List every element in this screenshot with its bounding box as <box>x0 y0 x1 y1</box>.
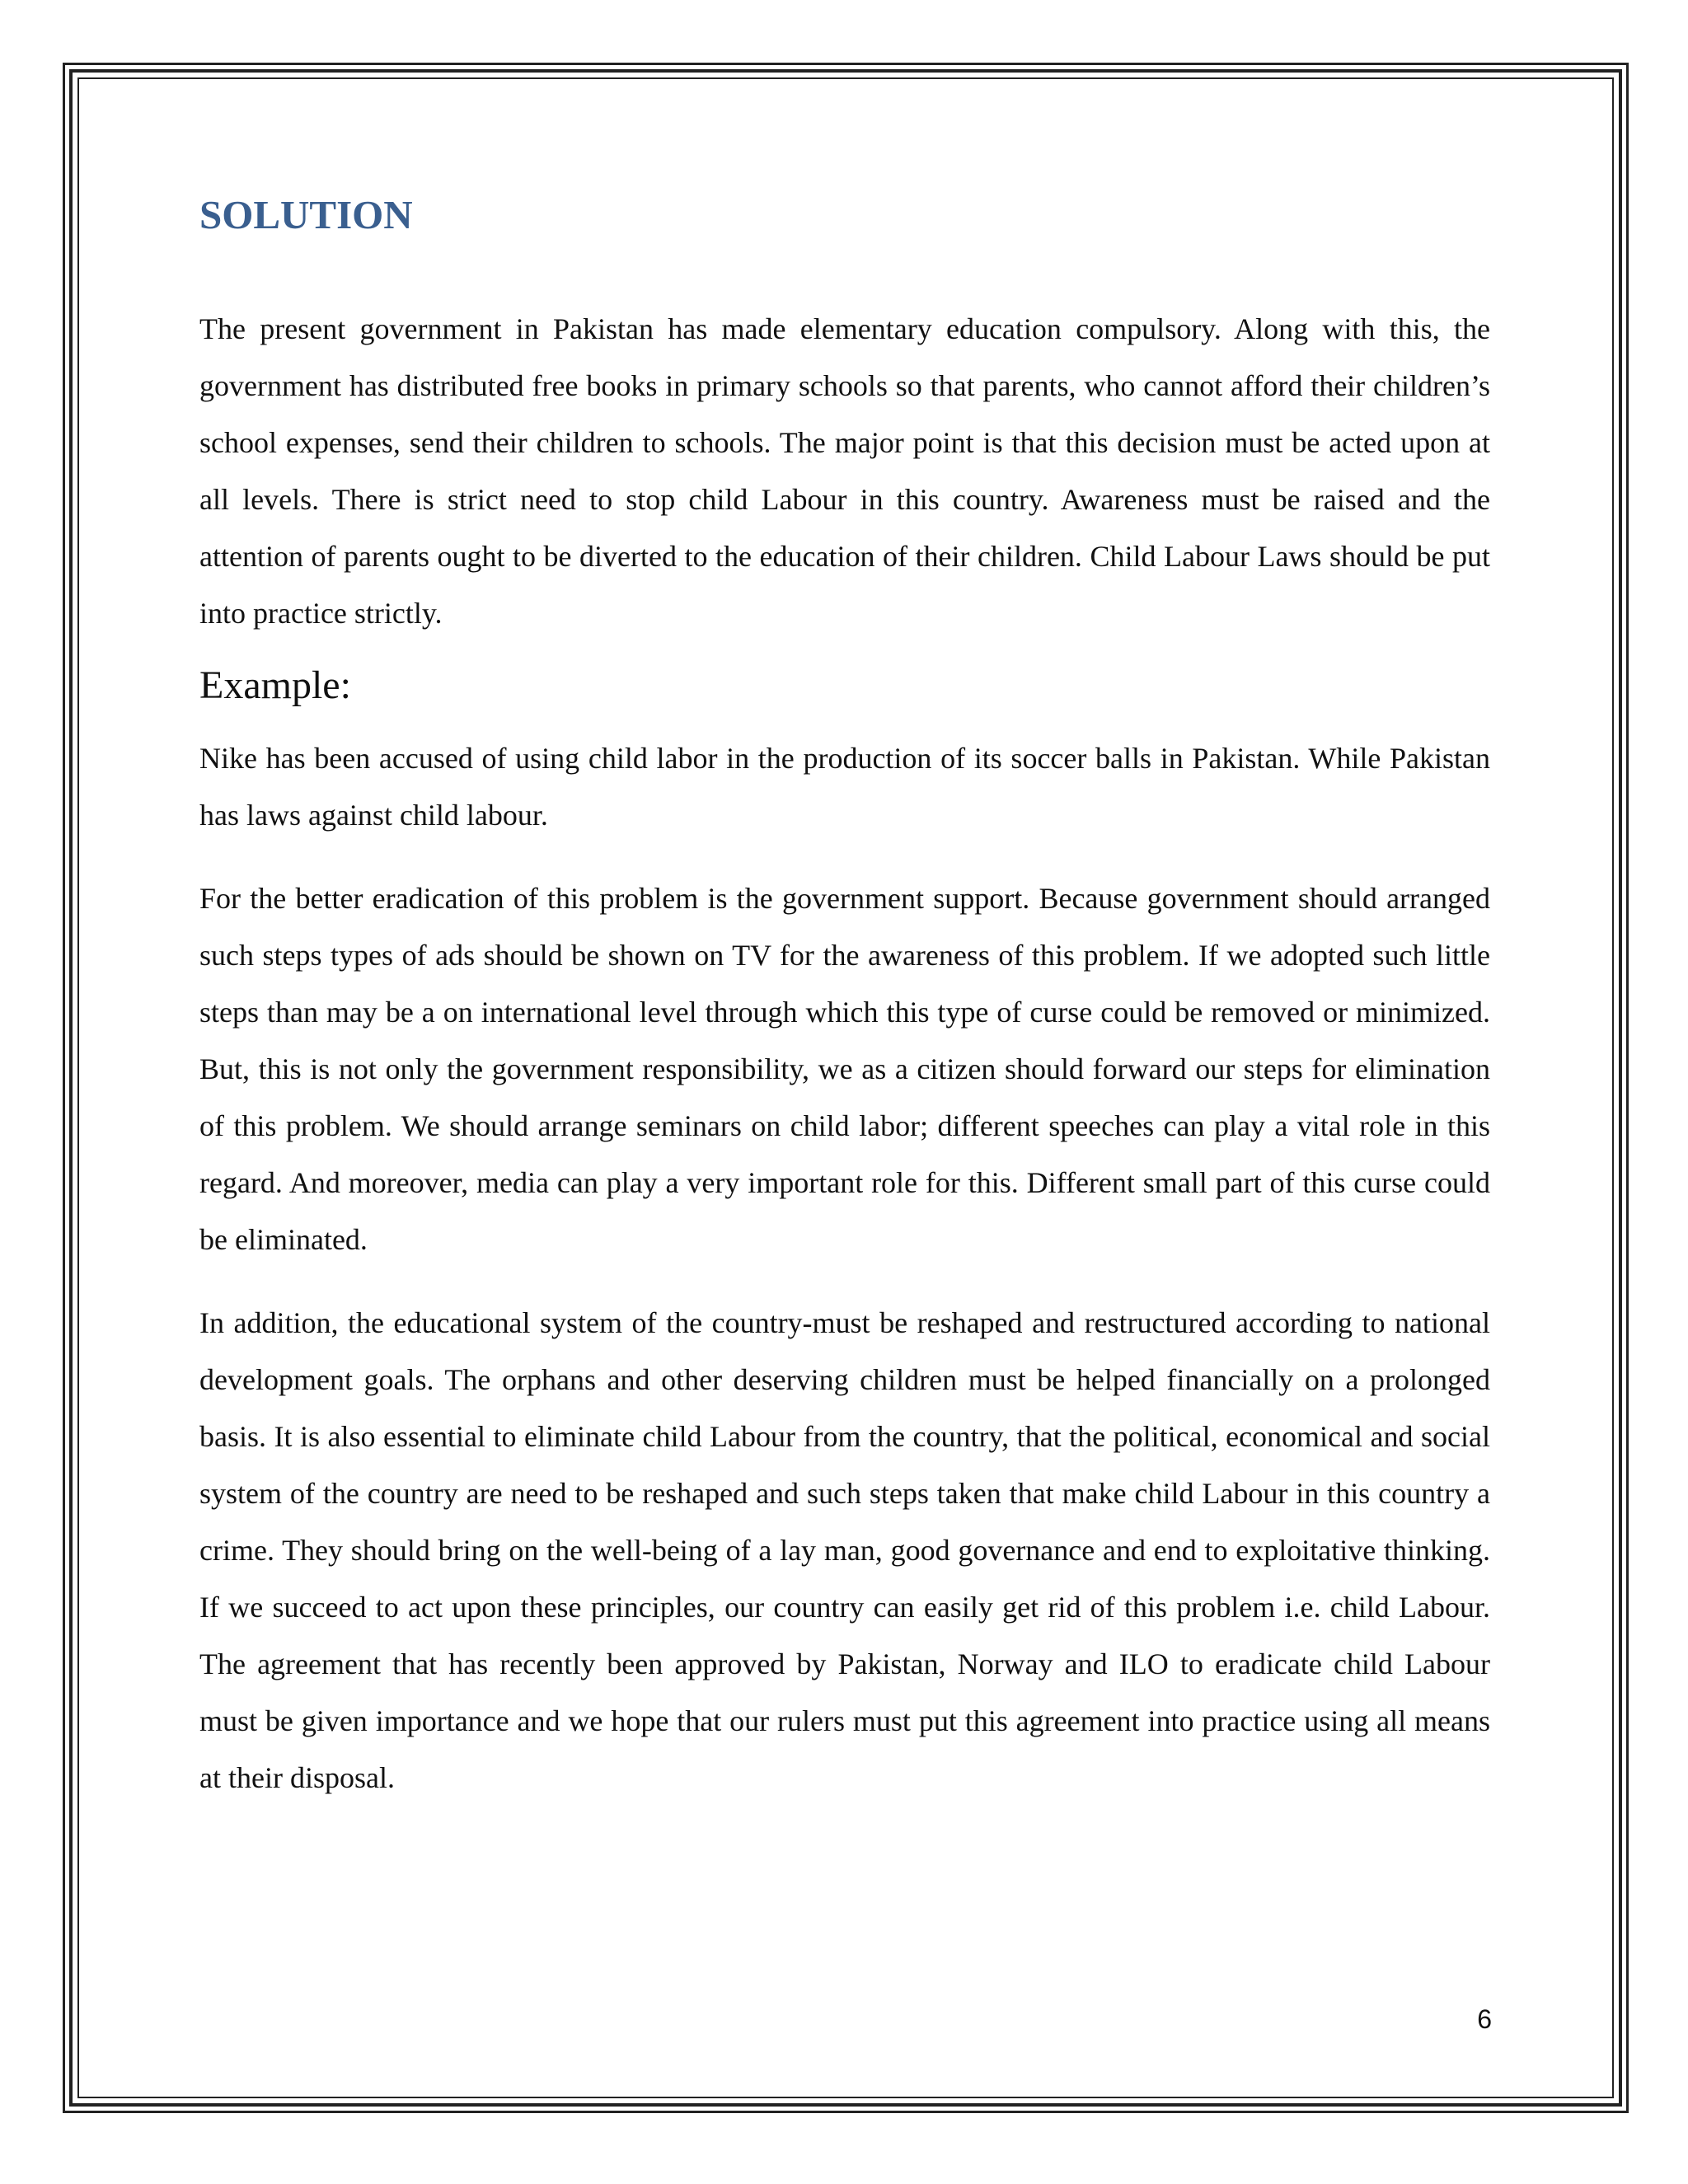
page-number: 6 <box>1477 2004 1492 2034</box>
paragraph-education-system: In addition, the educational system of the country-must be reshaped and restructured according to national development goals. The orphans and other deserving children must be helped financially on a prolonged basis. It is also essential to eliminate child Labour from the country, that the political, economical and social system of the country are need to be reshaped and such steps taken that make child Labour in this country a crime. They should bring on the well-being of a lay man, good governance and end to exploitative thinking. If we succeed to act upon these principles, our country can easily get rid of this problem i.e. child Labour. The agreement that has recently been approved by Pakistan, Norway and ILO to eradicate child Labour must be given importance and we hope that our rulers must put this agreement into practice using all means at their disposal. <box>199 1306 1490 1795</box>
section-heading: SOLUTION <box>199 192 413 237</box>
paragraph-example: Nike has been accused of using child labor in the production of its soccer balls in Pakistan. While Pakistan has laws against child labour. <box>199 742 1490 832</box>
example-heading: Example: <box>199 663 351 707</box>
document-body <box>199 191 1490 1833</box>
paragraph-eradication: For the better eradication of this problem is the government support. Because government should arranged such steps types of ads should be shown on TV for the awareness of this problem. If we adopted such little steps than may be a on international level through which this type of curse could be removed or minimized. But, this is not only the government responsibility, we as a citizen should forward our steps for elimination of this problem. We should arrange seminars on child labor; different speeches can play a vital role in this regard. And moreover, media can play a very important role for this. Different small part of this curse could be eliminated. <box>199 882 1490 1257</box>
paragraph-solution: The present government in Pakistan has made elementary education compulsory. Along with this, the government has distributed free books in primary schools so that parents, who cannot afford their children’s school expenses, send their children to schools. The major point is that this decision must be acted upon at all levels. There is strict need to stop child Labour in this country. Awareness must be raised and the attention of parents ought to be diverted to the education of their children. Child Labour Laws should be put into practice strictly. <box>199 312 1490 630</box>
